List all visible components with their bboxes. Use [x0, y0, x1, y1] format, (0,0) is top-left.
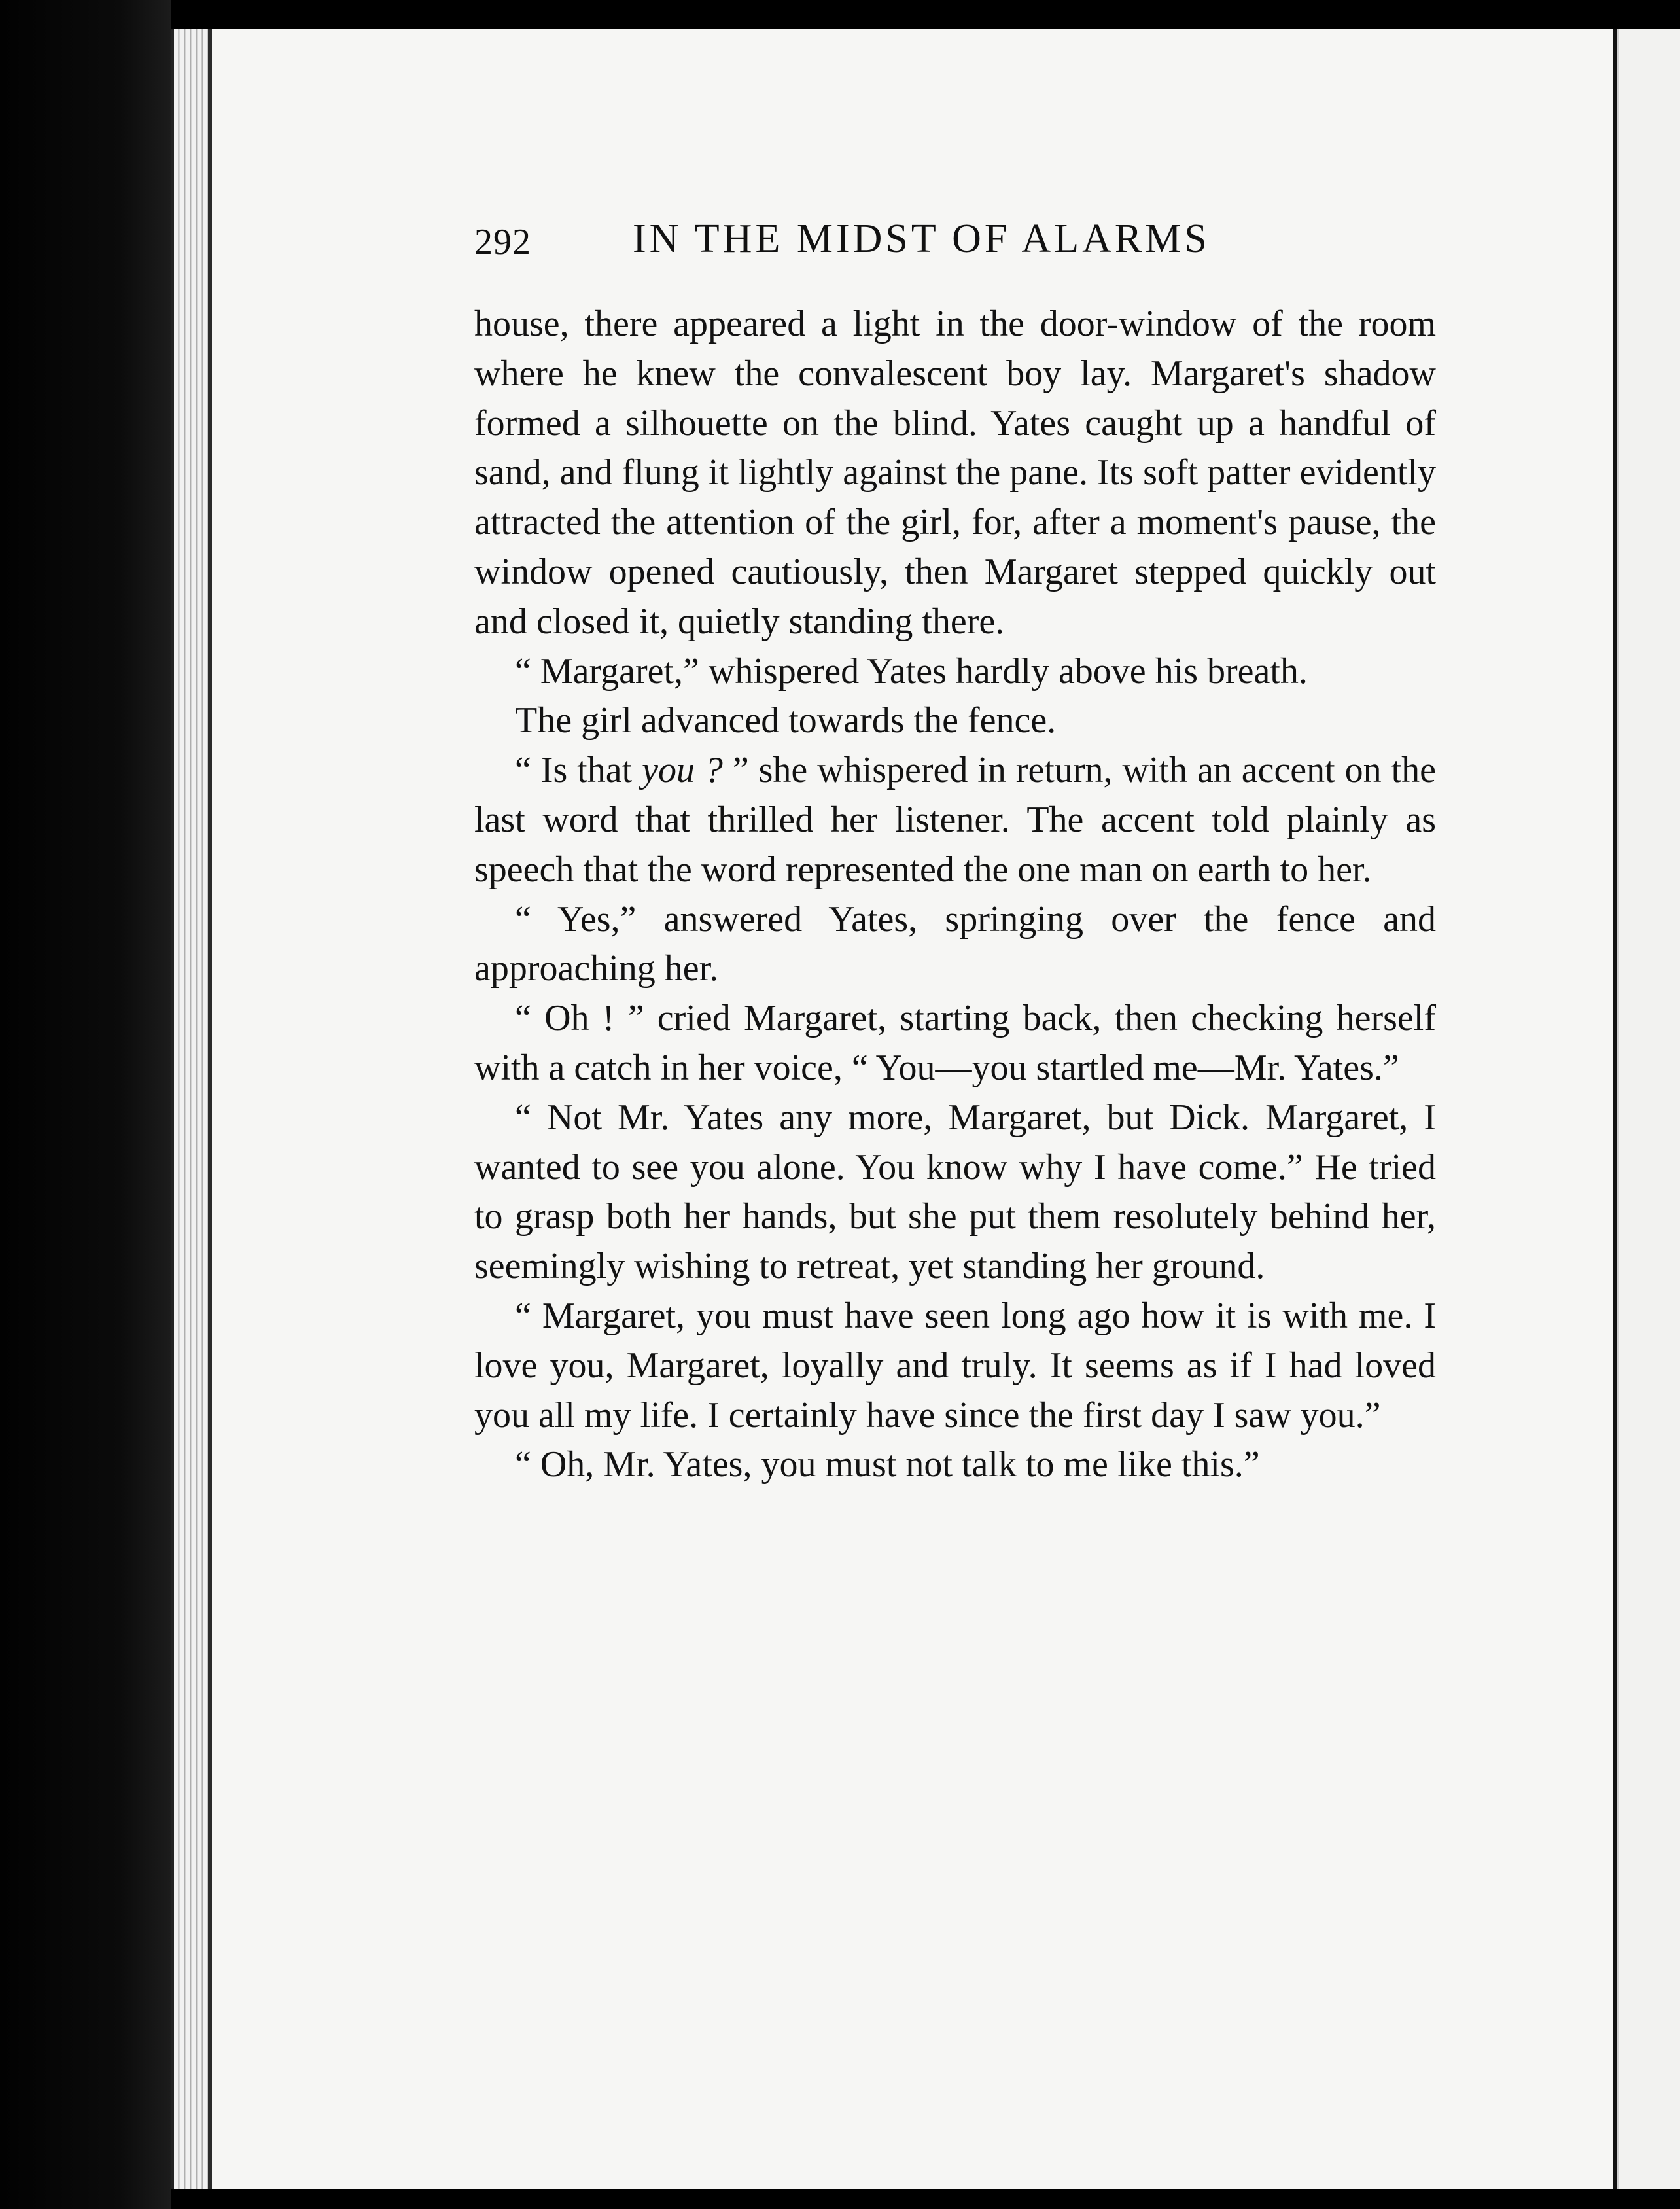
facing-page-edge: [1617, 29, 1680, 2189]
page-number: 292: [474, 222, 531, 262]
paragraph: “ Oh ! ” cried Margaret, starting back, then checking herself with a catch in her voice, “ You—you startled me—Mr. Yates.”: [474, 998, 1436, 1088]
paragraph: “ Not Mr. Yates any more, Margaret, but Dick. Margaret, I wanted to see you alone. You know why I have come.” He tried to grasp both her hands, but she put them resolutely behind her, seemingly wishing to retreat, yet standing her ground.: [474, 1097, 1436, 1287]
running-header: [474, 216, 1443, 275]
paragraph-text: “ Is that: [515, 750, 642, 791]
scan-bottom-border: [171, 2189, 1680, 2209]
paragraph: “ Oh, Mr. Yates, you must not talk to me like this.”: [515, 1444, 1260, 1485]
paragraph: “ Margaret,” whispered Yates hardly above his breath.: [515, 650, 1308, 692]
paragraph-text: ” she whispered in return, with an accent on the last word that thrilled her listener. The accent told plainly as speech that the word represented the one man on earth to her.: [474, 750, 1436, 890]
running-title: IN THE MIDST OF ALARMS: [633, 217, 1210, 261]
paragraph: “ Yes,” answered Yates, springing over the fence and approaching her.: [474, 898, 1436, 989]
paragraph: The girl advanced towards the fence.: [515, 700, 1057, 741]
scan-top-border: [171, 0, 1680, 29]
body-text: [474, 300, 1436, 1490]
italic-emphasis: you ?: [642, 750, 723, 791]
paragraph: [474, 746, 1436, 894]
page-stack-edges: [171, 29, 213, 2189]
scan-left-border: [0, 0, 171, 2209]
paragraph: house, there appeared a light in the door-window of the room where he knew the convalescent boy lay. Margaret's shadow formed a silhouette on the blind. Yates caught up a handful of sand, and flung it lightly against the pane. Its soft patter evidently attracted the attention of the girl, for, after a moment's pause, the window opened cautiously, then Margaret stepped quickly out and closed it, quietly standing there.: [474, 304, 1436, 642]
paragraph: “ Margaret, you must have seen long ago how it is with me. I love you, Margaret, loyally and truly. It seems as if I had loved you all my life. I certainly have since the first day I saw you.”: [474, 1295, 1436, 1436]
